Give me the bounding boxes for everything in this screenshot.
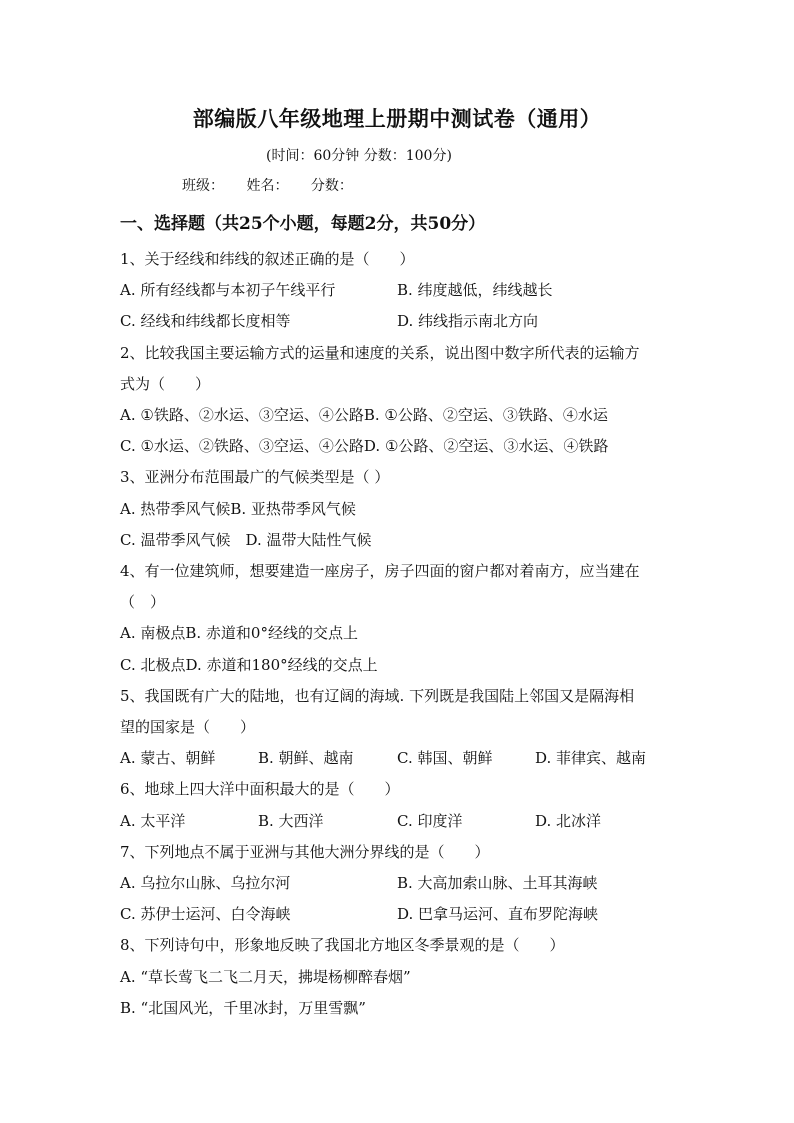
q7-option-c: C. 苏伊士运河、白令海峡: [120, 905, 291, 923]
q4-options-ab: A. 南极点B. 赤道和0°经线的交点上: [120, 624, 358, 642]
q1-option-b: B. 纬度越低，纬线越长: [397, 281, 553, 299]
class-label: 班级：: [182, 178, 224, 194]
question-3-stem: 3、亚洲分布范围最广的气候类型是（ ）: [120, 468, 390, 486]
q2-options-ab: A. ①铁路、②水运、③空运、④公路B. ①公路、②空运、③铁路、④水运: [120, 406, 608, 424]
q7-option-a: A. 乌拉尔山脉、乌拉尔河: [120, 874, 291, 892]
question-6-stem: 6、地球上四大洋中面积最大的是（ ）: [120, 780, 400, 798]
q5-option-d: D. 菲律宾、越南: [535, 749, 647, 767]
question-8-stem: 8、下列诗句中，形象地反映了我国北方地区冬季景观的是（ ）: [120, 936, 565, 954]
q5-option-b: B. 朝鲜、越南: [258, 749, 354, 767]
question-4-stem-line2: （ ）: [120, 593, 166, 611]
q2-options-cd: C. ①水运、②铁路、③空运、④公路D. ①公路、②空运、③水运、④铁路: [120, 437, 609, 455]
q6-option-c: C. 印度洋: [397, 812, 463, 830]
q6-option-a: A. 太平洋: [120, 812, 186, 830]
q8-option-a: A. “草长莺飞二飞二月天，拂堤杨柳醉春烟”: [120, 968, 411, 986]
section-heading: 一、选择题（共25个小题，每题2分，共50分）: [120, 214, 486, 234]
q6-option-d: D. 北冰洋: [535, 812, 602, 830]
exam-time-score: (时间：60分钟 分数：100分): [266, 148, 452, 164]
question-4-stem-line1: 4、有一位建筑师，想要建造一座房子，房子四面的窗户都对着南方，应当建在: [120, 562, 640, 580]
student-info-row: [182, 175, 371, 195]
question-5-stem-line1: 5、我国既有广大的陆地，也有辽阔的海域. 下列既是我国陆上邻国又是隔海相: [120, 687, 635, 705]
q3-options-ab: A. 热带季风气候B. 亚热带季风气候: [120, 500, 356, 518]
q1-option-d: D. 纬线指示南北方向: [397, 312, 539, 330]
question-2-stem-line2: 式为（ ）: [120, 375, 211, 393]
q5-option-a: A. 蒙古、朝鲜: [120, 749, 216, 767]
q5-option-c: C. 韩国、朝鲜: [397, 749, 493, 767]
page-title: 部编版八年级地理上册期中测试卷（通用）: [192, 106, 602, 131]
score-label: 分数：: [310, 178, 353, 194]
q1-option-c: C. 经线和纬线都长度相等: [120, 312, 291, 330]
q4-options-cd: C. 北极点D. 赤道和180°经线的交点上: [120, 656, 378, 674]
name-label: 姓名：: [246, 178, 289, 194]
q7-option-d: D. 巴拿马运河、直布罗陀海峡: [397, 905, 599, 923]
question-2-stem-line1: 2、比较我国主要运输方式的运量和速度的关系，说出图中数字所代表的运输方: [120, 344, 640, 362]
question-1-stem: 1、关于经线和纬线的叙述正确的是（ ）: [120, 250, 415, 268]
q6-option-b: B. 大西洋: [258, 812, 324, 830]
question-5-stem-line2: 望的国家是（ ）: [120, 718, 256, 736]
q8-option-b: B. “北国风光，千里冰封，万里雪飘”: [120, 999, 366, 1017]
q7-option-b: B. 大高加索山脉、土耳其海峡: [397, 874, 598, 892]
question-7-stem: 7、下列地点不属于亚洲与其他大洲分界线的是（ ）: [120, 843, 490, 861]
q3-options-cd: C. 温带季风气候 D. 温带大陆性气候: [120, 531, 372, 549]
q1-option-a: A. 所有经线都与本初子午线平行: [120, 281, 336, 299]
